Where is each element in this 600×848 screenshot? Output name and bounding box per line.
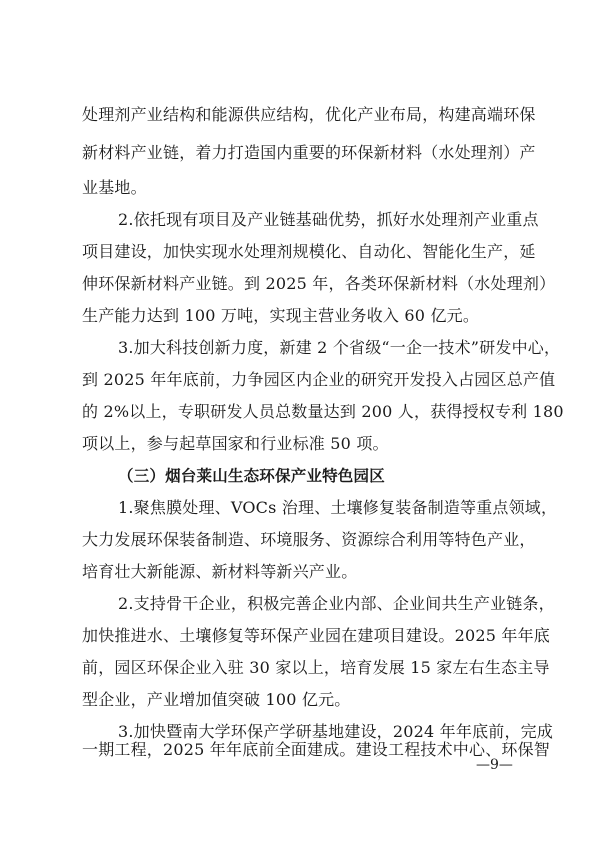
text-line: 加快推进水、土壤修复等环保产业园在建项目建设。2025 年年底: [82, 626, 551, 645]
text-line: 的 2%以上，专职研发人员总数量达到 200 人，获得授权专利 180: [82, 402, 564, 421]
text-line: 业基地。: [82, 178, 147, 197]
text-line: 1.聚焦膜处理、VOCs 治理、土壤修复装备制造等重点领域，: [118, 498, 558, 517]
text-line: 3.加大科技创新力度，新建 2 个省级“一企一技术”研发中心，: [118, 338, 561, 357]
text-line: 生产能力达到 100 万吨，实现主营业务收入 60 亿元。: [82, 306, 480, 325]
text-line: 型企业，产业增加值突破 100 亿元。: [82, 690, 351, 709]
text-line: 3.加快暨南大学环保产学研基地建设，2024 年年底前，完成: [118, 722, 554, 741]
text-line: 处理剂产业结构和能源供应结构，优化产业布局，构建高端环保: [82, 105, 536, 124]
text-line: 2.支持骨干企业，积极完善企业内部、企业间共生产业链条，: [118, 594, 555, 613]
text-line: 到 2025 年年底前，力争园区内企业的研究开发投入占园区总产值: [82, 370, 556, 389]
text-line: 新材料产业链，着力打造国内重要的环保新材料（水处理剂）产: [82, 143, 536, 162]
text-line: 伸环保新材料产业链。到 2025 年，各类环保新材料（水处理剂）: [82, 274, 556, 293]
text-line: 大力发展环保装备制造、环境服务、资源综合利用等特色产业，: [82, 530, 536, 549]
text-line: 2.依托现有项目及产业链基础优势，抓好水处理剂产业重点: [118, 210, 539, 229]
text-line: 前，园区环保企业入驻 30 家以上，培育发展 15 家左右生态主导: [82, 658, 550, 677]
text-line: 培育壮大新能源、新材料等新兴产业。: [82, 562, 358, 581]
section-heading: （三）烟台莱山生态环保产业特色园区: [118, 467, 385, 485]
page-number: —9—: [476, 757, 513, 773]
text-line: 一期工程，2025 年年底前全面建成。建设工程技术中心、环保智: [82, 740, 551, 759]
text-line: 项以上，参与起草国家和行业标准 50 项。: [82, 434, 389, 453]
text-line: 项目建设，加快实现水处理剂规模化、自动化、智能化生产，延: [82, 242, 536, 261]
